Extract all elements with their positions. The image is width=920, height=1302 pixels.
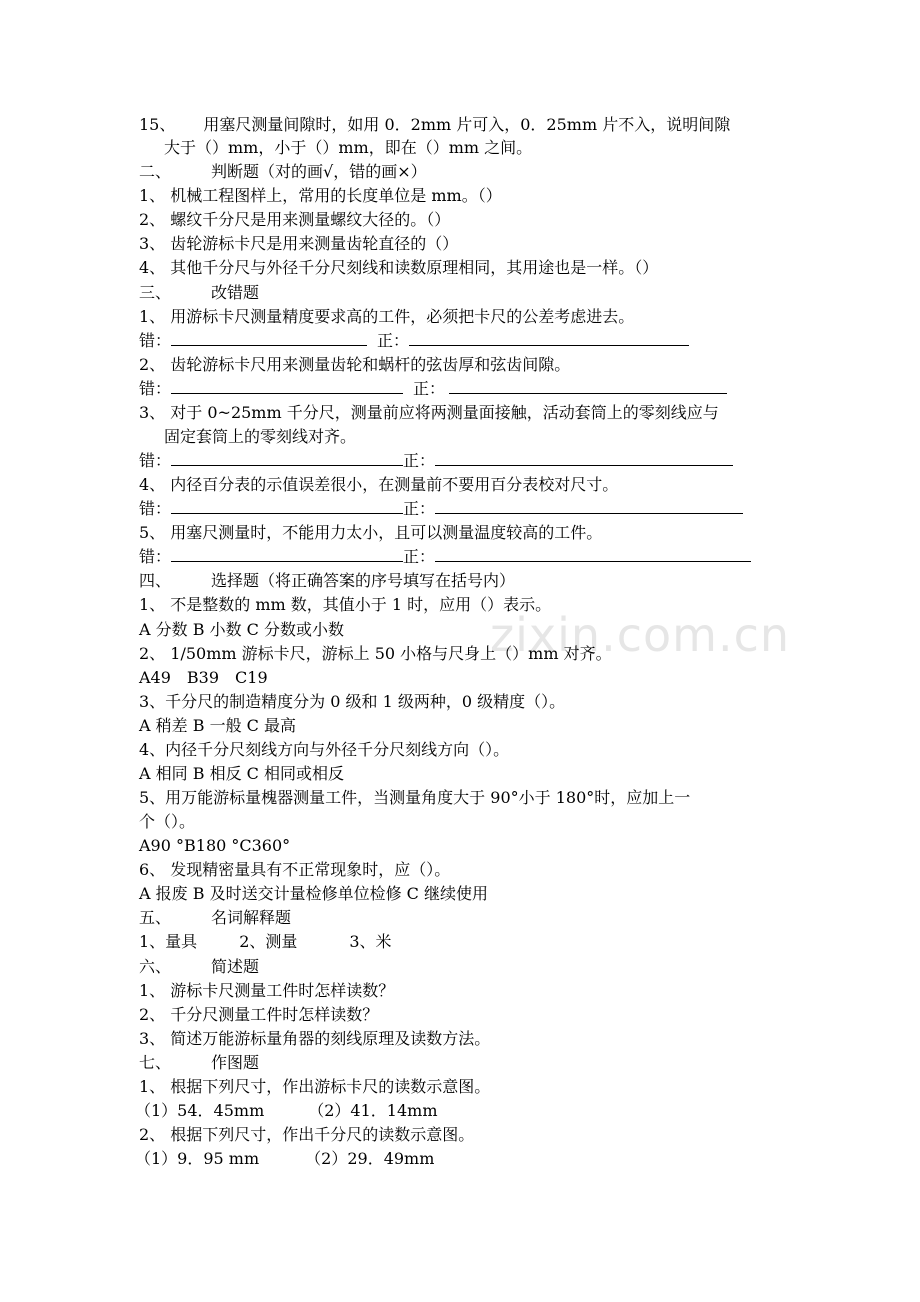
q15-line1: 15、 用塞尺测量间隙时，如用 0．2mm 片可入，0．25mm 片不入，说明间隙 bbox=[139, 115, 731, 134]
choice-q3-options: A 稍差 B 一般 C 最高 bbox=[139, 716, 296, 735]
choice-q3: 3、千分尺的制造精度分为 0 级和 1 级两种，0 级精度（）。 bbox=[139, 692, 566, 711]
term-item-3: 3、米 bbox=[349, 932, 392, 951]
fix-answer-1: 错： 正： bbox=[139, 331, 689, 351]
fix-item-3-line1: 3、 对于 0~25mm 千分尺，测量前应将两测量面接触，活动套筒上的零刻线应与 bbox=[139, 403, 719, 422]
draw-item-1-values: （1）54．45mm （2）41．14mm bbox=[135, 1101, 438, 1120]
draw-item-1: 1、 根据下列尺寸，作出游标卡尺的读数示意图。 bbox=[139, 1077, 491, 1096]
section-heading-5: 五、 名词解释题 bbox=[139, 908, 292, 927]
fix-item-4: 4、 内径百分表的示值误差很小，在测量前不要用百分表校对尺寸。 bbox=[139, 475, 619, 494]
fix-answer-5: 错： 正： bbox=[139, 547, 751, 567]
fix-item-1: 1、 用游标卡尺测量精度要求高的工件，必须把卡尺的公差考虑进去。 bbox=[139, 307, 635, 326]
judge-item-2: 2、 螺纹千分尺是用来测量螺纹大径的。（） bbox=[139, 210, 451, 229]
fix-answer-4: 错： 正： bbox=[139, 499, 743, 519]
choice-q1: 1、 不是整数的 mm 数，其值小于 1 时，应用（）表示。 bbox=[139, 595, 552, 614]
choice-q1-options: A 分数 B 小数 C 分数或小数 bbox=[139, 620, 344, 639]
judge-item-4: 4、 其他千分尺与外径千分尺刻线和读数原理相同，其用途也是一样。（） bbox=[139, 258, 659, 277]
fix-answer-3: 错： 正： bbox=[139, 451, 733, 471]
choice-q4-options: A 相同 B 相反 C 相同或相反 bbox=[139, 764, 344, 783]
brief-item-1: 1、 游标卡尺测量工件时怎样读数？ bbox=[139, 981, 395, 1000]
choice-q5-line2: 个（）。 bbox=[139, 812, 196, 831]
choice-q6: 6、 发现精密量具有不正常现象时，应（）。 bbox=[139, 860, 451, 879]
draw-item-2-values: （1）9．95 mm （2）29．49mm bbox=[135, 1149, 435, 1168]
section-heading-2: 二、 判断题（对的画√，错的画×） bbox=[139, 162, 427, 181]
choice-q5-options: A90 °B180 °C360° bbox=[139, 836, 291, 855]
fix-item-5: 5、 用塞尺测量时，不能用力太小，且可以测量温度较高的工件。 bbox=[139, 523, 603, 542]
section-heading-7: 七、 作图题 bbox=[139, 1053, 260, 1072]
section-heading-4: 四、 选择题（将正确答案的序号填写在括号内） bbox=[139, 571, 516, 590]
watermark: zixin.com.cn bbox=[490, 608, 791, 662]
section-heading-6: 六、 简述题 bbox=[139, 957, 260, 976]
brief-item-2: 2、 千分尺测量工件时怎样读数？ bbox=[139, 1005, 379, 1024]
term-item-2: 2、测量 bbox=[239, 932, 298, 951]
judge-item-1: 1、 机械工程图样上，常用的长度单位是 mm。（） bbox=[139, 186, 502, 205]
term-item-1: 1、量具 bbox=[139, 932, 198, 951]
choice-q2-options: A49 B39 C19 bbox=[139, 668, 268, 687]
choice-q6-options: A 报废 B 及时送交计量检修单位检修 C 继续使用 bbox=[139, 884, 488, 903]
fix-item-3-line2: 固定套筒上的零刻线对齐。 bbox=[164, 427, 357, 446]
judge-item-3: 3、 齿轮游标卡尺是用来测量齿轮直径的（） bbox=[139, 234, 459, 253]
choice-q4: 4、内径千分尺刻线方向与外径千分尺刻线方向（）。 bbox=[139, 740, 510, 759]
section-heading-3: 三、 改错题 bbox=[139, 283, 260, 302]
fix-answer-2: 错： 正： bbox=[139, 379, 727, 399]
q15-line2: 大于（）mm，小于（）mm，即在（）mm 之间。 bbox=[164, 138, 533, 157]
choice-q2: 2、 1/50mm 游标卡尺，游标上 50 小格与尺身上（）mm 对齐。 bbox=[139, 644, 612, 663]
term-list bbox=[139, 932, 392, 952]
brief-item-3: 3、 简述万能游标量角器的刻线原理及读数方法。 bbox=[139, 1029, 491, 1048]
draw-item-2: 2、 根据下列尺寸，作出千分尺的读数示意图。 bbox=[139, 1125, 475, 1144]
fix-item-2: 2、 齿轮游标卡尺用来测量齿轮和蜗杆的弦齿厚和弦齿间隙。 bbox=[139, 355, 571, 374]
choice-q5-line1: 5、用万能游标量槐器测量工件，当测量角度大于 90°小于 180°时，应加上一 bbox=[139, 788, 691, 807]
